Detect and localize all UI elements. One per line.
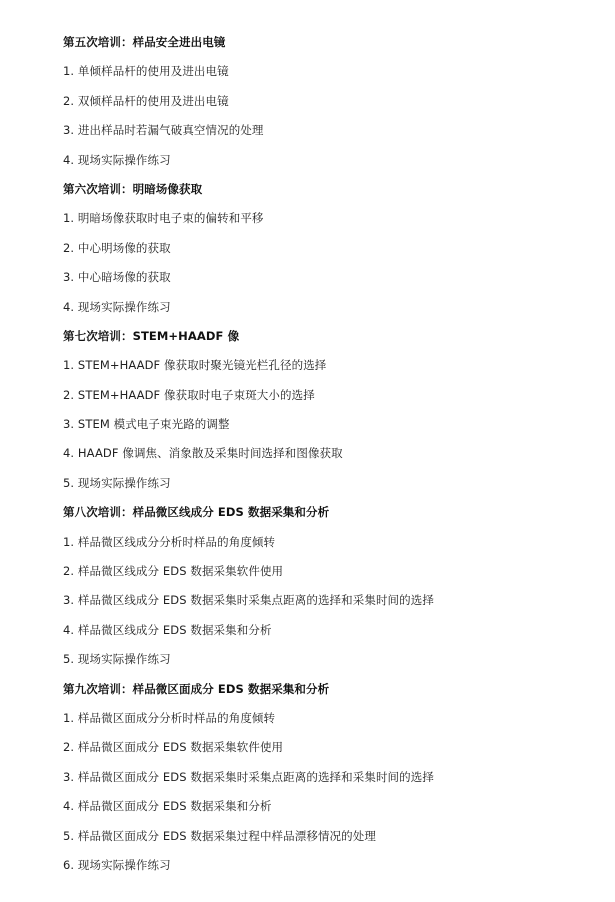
list-item: 1. 单倾样品杆的使用及进出电镜 xyxy=(63,64,229,79)
list-item: 6. 现场实际操作练习 xyxy=(63,857,171,872)
list-item: 5. 样品微区面成分 EDS 数据采集过程中样品漂移情况的处理 xyxy=(63,828,376,843)
list-item: 4. 样品微区面成分 EDS 数据采集和分析 xyxy=(63,799,272,814)
list-item: 3. 样品微区面成分 EDS 数据采集时采集点距离的选择和采集时间的选择 xyxy=(63,769,434,784)
section-heading-9: 第九次培训：样品微区面成分 EDS 数据采集和分析 xyxy=(63,681,330,696)
list-item: 3. 样品微区线成分 EDS 数据采集时采集点距离的选择和采集时间的选择 xyxy=(63,593,434,608)
list-item: 3. STEM 模式电子束光路的调整 xyxy=(63,417,230,432)
list-item: 4. 现场实际操作练习 xyxy=(63,152,171,167)
list-item: 2. 中心明场像的获取 xyxy=(63,240,171,255)
list-item: 5. 现场实际操作练习 xyxy=(63,652,171,667)
section-heading-7: 第七次培训：STEM+HAADF 像 xyxy=(63,328,240,343)
list-item: 5. 现场实际操作练习 xyxy=(63,475,171,490)
list-item: 1. STEM+HAADF 像获取时聚光镜光栏孔径的选择 xyxy=(63,358,327,373)
list-item: 3. 进出样品时若漏气破真空情况的处理 xyxy=(63,123,264,138)
list-item: 1. 样品微区线成分分析时样品的角度倾转 xyxy=(63,534,276,549)
section-heading-6: 第六次培训：明暗场像获取 xyxy=(63,181,203,196)
section-heading-5: 第五次培训：样品安全进出电镜 xyxy=(63,35,226,49)
list-item: 2. 样品微区线成分 EDS 数据采集软件使用 xyxy=(63,564,284,579)
section-heading-8: 第八次培训：样品微区线成分 EDS 数据采集和分析 xyxy=(63,505,330,520)
list-item: 4. 现场实际操作练习 xyxy=(63,299,171,314)
list-item: 1. 明暗场像获取时电子束的偏转和平移 xyxy=(63,211,264,226)
list-item: 2. 样品微区面成分 EDS 数据采集软件使用 xyxy=(63,740,284,755)
list-item: 3. 中心暗场像的获取 xyxy=(63,270,171,285)
list-item: 2. STEM+HAADF 像获取时电子束斑大小的选择 xyxy=(63,387,315,402)
list-item: 4. 样品微区线成分 EDS 数据采集和分析 xyxy=(63,622,272,637)
list-item: 1. 样品微区面成分分析时样品的角度倾转 xyxy=(63,710,276,725)
document-page xyxy=(63,28,603,880)
list-item: 4. HAADF 像调焦、消象散及采集时间选择和图像获取 xyxy=(63,446,343,461)
list-item: 2. 双倾样品杆的使用及进出电镜 xyxy=(63,93,229,108)
